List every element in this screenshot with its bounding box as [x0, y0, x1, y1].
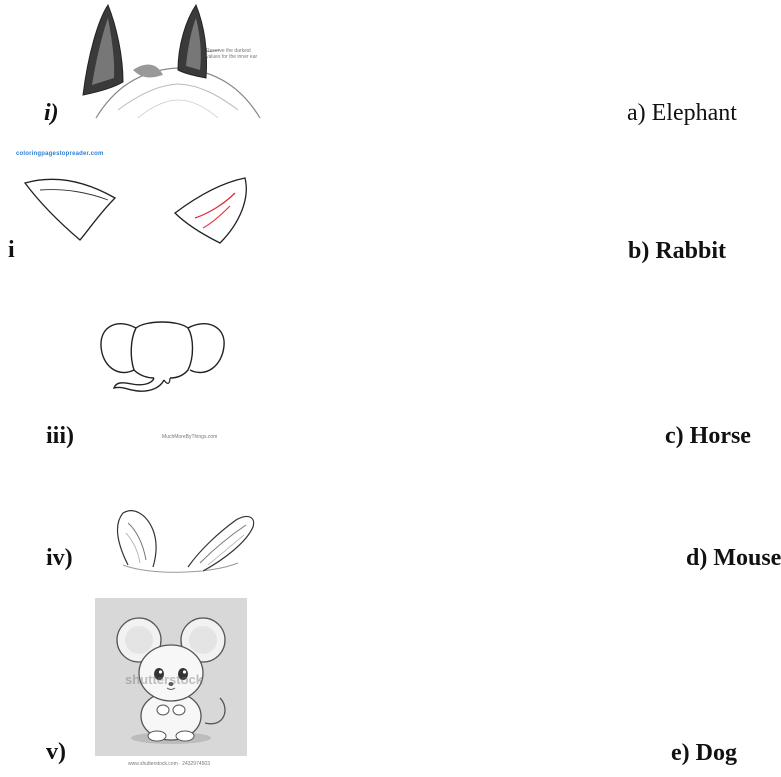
option-c: c) Horse — [665, 423, 751, 449]
dog-ears-image — [20, 168, 260, 248]
item-label-2: i — [8, 237, 15, 263]
option-a: a) Elephant — [627, 100, 737, 126]
rabbit-ears-image — [108, 505, 258, 573]
item-label-5: v) — [46, 739, 66, 765]
elephant-image — [98, 318, 228, 398]
mouse-image — [95, 598, 247, 756]
horse-image-note: Reserve the darkest values for the inner ear — [206, 48, 258, 60]
item-label-3: iii) — [46, 423, 74, 449]
elephant-image-credit: MuchMoreByThings.com — [162, 434, 218, 440]
dog-image-watermark: coloringpagestopreader.com — [16, 151, 104, 157]
horse-ears-image — [78, 0, 278, 125]
option-b: b) Rabbit — [628, 238, 727, 264]
item-label-1: i) — [44, 100, 59, 126]
option-e: e) Dog — [671, 740, 737, 766]
item-label-4: iv) — [46, 545, 73, 571]
mouse-image-watermark: shutterstock — [125, 672, 204, 687]
mouse-image-credit: www.shutterstock.com · 2432974503 — [128, 761, 210, 767]
option-d: d) Mouse — [686, 545, 781, 571]
